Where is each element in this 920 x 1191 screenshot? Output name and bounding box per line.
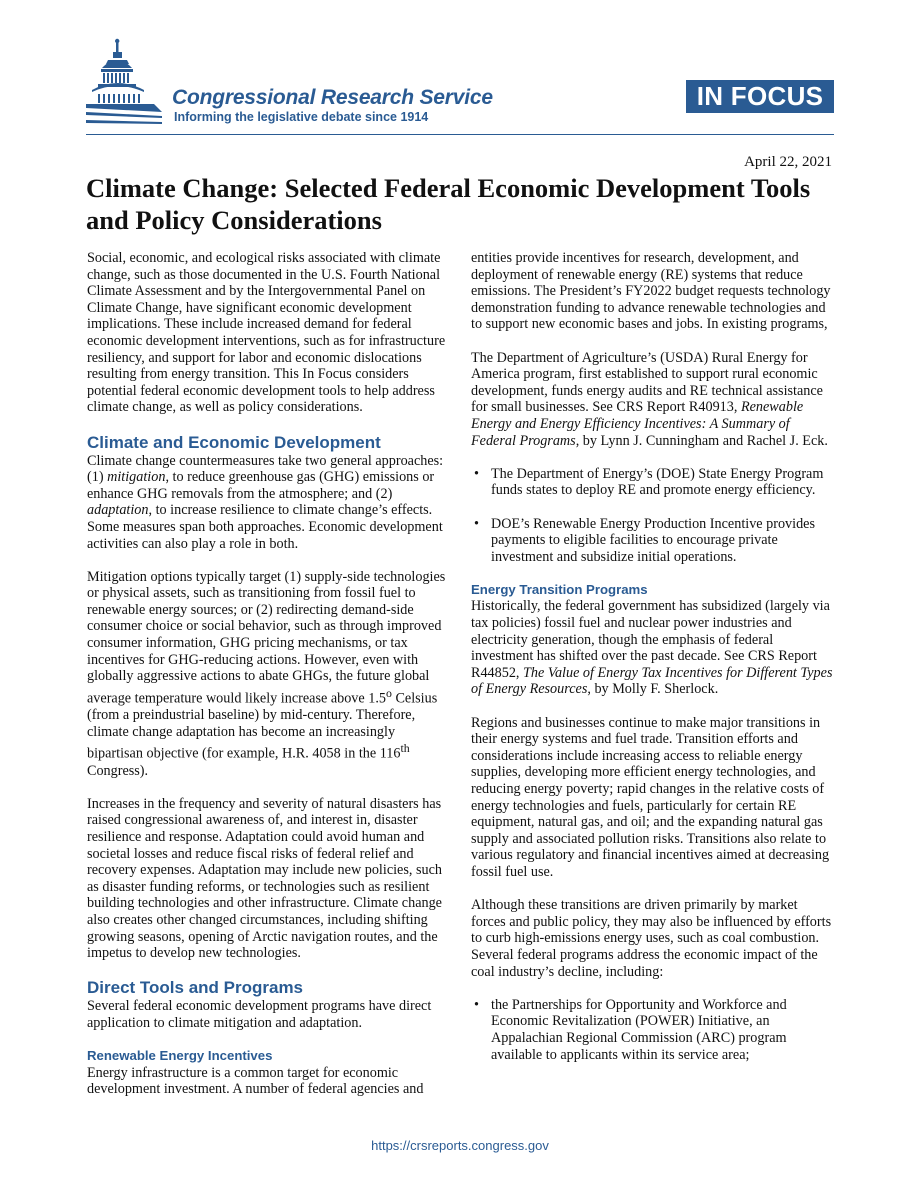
heading-energy-transition-programs: Energy Transition Programs	[471, 581, 648, 597]
paragraph-approaches-text-3: , to increase resilience to climate change’s effects. Some measures span both approaches. Economic development activities can also play a role in both.	[87, 502, 443, 552]
heading-renewable-energy-incentives: Renewable Energy Incentives	[87, 1048, 273, 1064]
report-title-r40913: Renewable Energy and Energy Efficiency Incentives: A Summary of Federal Programs	[471, 399, 804, 449]
page-header	[0, 0, 920, 140]
intro-paragraph: Social, economic, and ecological risks associated with climate change, such as those documented in the U.S. Fourth National Climate Assessment and by the Intergovernmental Panel on Climate Change, have significant economic development implications. These include increased demand for federal economic development interventions, such as for infrastructure resiliency, and support for labor and economic dislocations resulting from energy transition. This In Focus considers potential federal economic development tools to help address climate change, as well as policy considerations.	[87, 250, 446, 416]
list-item-text: The Department of Energy’s (DOE) State Energy Program funds states to deploy RE and promote energy efficiency.	[491, 465, 824, 499]
page-title	[86, 172, 846, 236]
title-line-1: Climate Change: Selected Federal Economic Development Tools	[86, 173, 811, 203]
paragraph-market-forces: Although these transitions are driven primarily by market forces and public policy, they may also be influenced by efforts to curb high-emissions energy uses, such as coal combustion. Several federal programs address the economic impact of the coal industry’s decline, including:	[471, 897, 832, 980]
paragraph-mitigation-text-3: Congress).	[87, 762, 149, 779]
bullet-icon: •	[474, 996, 479, 1013]
coal-programs-list	[471, 997, 833, 1063]
in-focus-badge: IN FOCUS	[686, 80, 834, 113]
list-item	[471, 466, 833, 499]
list-item-text: DOE’s Renewable Energy Production Incentive provides payments to eligible facilities to encourage private investment and subsidize initial operations.	[491, 515, 815, 565]
term-adaptation: adaptation	[87, 502, 149, 519]
paragraph-regional-transitions: Regions and businesses continue to make major transitions in their energy systems and fuel trade. Transition efforts and considerations include increasing access to reliable energy supplies, developing more efficient energy technologies, and reducing energy poverty; rapid changes in the relative costs of energy technologies and fuels, particularly for certain RE equipment, natural gas, and oil; and the expanding natural gas supply and associated pollution risks. Transitions also relate to various regulatory and financial incentives aimed at decreasing fossil fuel use.	[471, 714, 830, 880]
title-line-2: and Policy Considerations	[86, 205, 382, 235]
org-name: Congressional Research Service	[172, 86, 493, 109]
paragraph-mitigation-text-2: Celsius (from a preindustrial baseline) by mid-century. Therefore, climate change adaptation has become an increasingly bipartisan objective (for example, H.R. 4058 in the 116	[87, 690, 438, 763]
footer-url-link[interactable]: https://crsreports.congress.gov	[371, 1138, 549, 1153]
paragraph-approaches	[87, 453, 449, 553]
paragraph-mitigation-options	[87, 569, 449, 780]
paragraph-historical-subsidies	[471, 598, 833, 698]
capitol-dome-logo-icon	[84, 38, 166, 128]
header-rule	[86, 134, 834, 135]
doe-incentive-list	[471, 516, 833, 566]
paragraph-mitigation-text-1: Mitigation options typically target (1) supply-side technologies or physical assets, such as transitioning from fossil fuel to renewable energy sources; or (2) redirecting demand-side consumer choice or social behavior, such as through improved consumer information, GHG pricing mechanisms, or tax incentives for GHG-reducing actions. However, even with globally aggressive actions to abate GHGs, the future global average temperature would likely increase above 1.5	[87, 568, 446, 707]
paragraph-approaches-text-1: Climate change countermeasures take two general approaches: (1)	[87, 452, 444, 486]
org-tagline: Informing the legislative debate since 1914	[174, 110, 429, 124]
paragraph-usda-text-2: , by Lynn J. Cunningham and Rachel J. Eck.	[575, 432, 828, 449]
report-title-r44852: The Value of Energy Tax Incentives for Different Types of Energy Resources	[471, 664, 833, 698]
list-item	[471, 997, 833, 1063]
paragraph-re-incentives: entities provide incentives for research, development, and deployment of renewable energy (RE) systems that reduce emissions. The President’s FY2022 budget requests technology demonstration funding to advance renewable technologies and to support new economic bases and jobs. In existing programs,	[471, 250, 831, 333]
ordinal-superscript: th	[400, 741, 410, 756]
heading-climate-economic-development: Climate and Economic Development	[87, 432, 381, 452]
publication-date: April 22, 2021	[744, 154, 832, 170]
paragraph-usda-text-1: The Department of Agriculture’s (USDA) Rural Energy for America program, first established to support rural economic development, funds energy audits and RE technical assistance for small businesses. See CRS Report R40913,	[471, 349, 823, 416]
paragraph-approaches-text-2: , to reduce greenhouse gas (GHG) emissions or enhance GHG removals from the atmosphere; and (2)	[87, 469, 435, 502]
bullet-icon: •	[474, 515, 479, 532]
doe-programs-list	[471, 466, 833, 499]
list-item-text: the Partnerships for Opportunity and Workforce and Economic Revitalization (POWER) Initiative, an Appalachian Regional Commission (ARC) program available to applicants within its service area;	[491, 996, 787, 1063]
heading-direct-tools: Direct Tools and Programs	[87, 978, 304, 998]
left-column	[87, 250, 449, 1098]
paragraph-natural-disasters: Increases in the frequency and severity of natural disasters has raised congressional awareness of, and interest in, disaster resilience and response. Adaptation could avoid human and societal losses and reduce fiscal risks of federal relief and recovery expenses. Adaptation may include new policies, such as disaster funding reforms, or technologies such as resilient building technologies and other infrastructure. Climate change also creates other changed circumstances, including shifting growing seasons, opening of Arctic navigation routes, and the impetus to develop new technologies.	[87, 795, 442, 962]
paragraph-direct-tools: Several federal economic development programs have direct application to climate mitigation and adaptation.	[87, 998, 432, 1031]
right-column	[471, 250, 833, 1080]
degree-superscript: o	[385, 685, 392, 700]
paragraph-usda-rural-energy	[471, 350, 833, 450]
list-item	[471, 516, 833, 566]
paragraph-historical-text-1: Historically, the federal government has subsidized (largely via tax policies) fossil fuel and nuclear power industries and electricity generation, though the emphasis of federal investment has shifted over the past decade. See CRS Report R44852,	[471, 598, 830, 681]
bullet-icon: •	[474, 465, 479, 482]
paragraph-historical-text-2: , by Molly F. Sherlock.	[587, 681, 719, 698]
term-mitigation: mitigation	[107, 469, 166, 486]
paragraph-energy-infrastructure: Energy infrastructure is a common target for economic development investment. A number of federal agencies and	[87, 1064, 424, 1098]
